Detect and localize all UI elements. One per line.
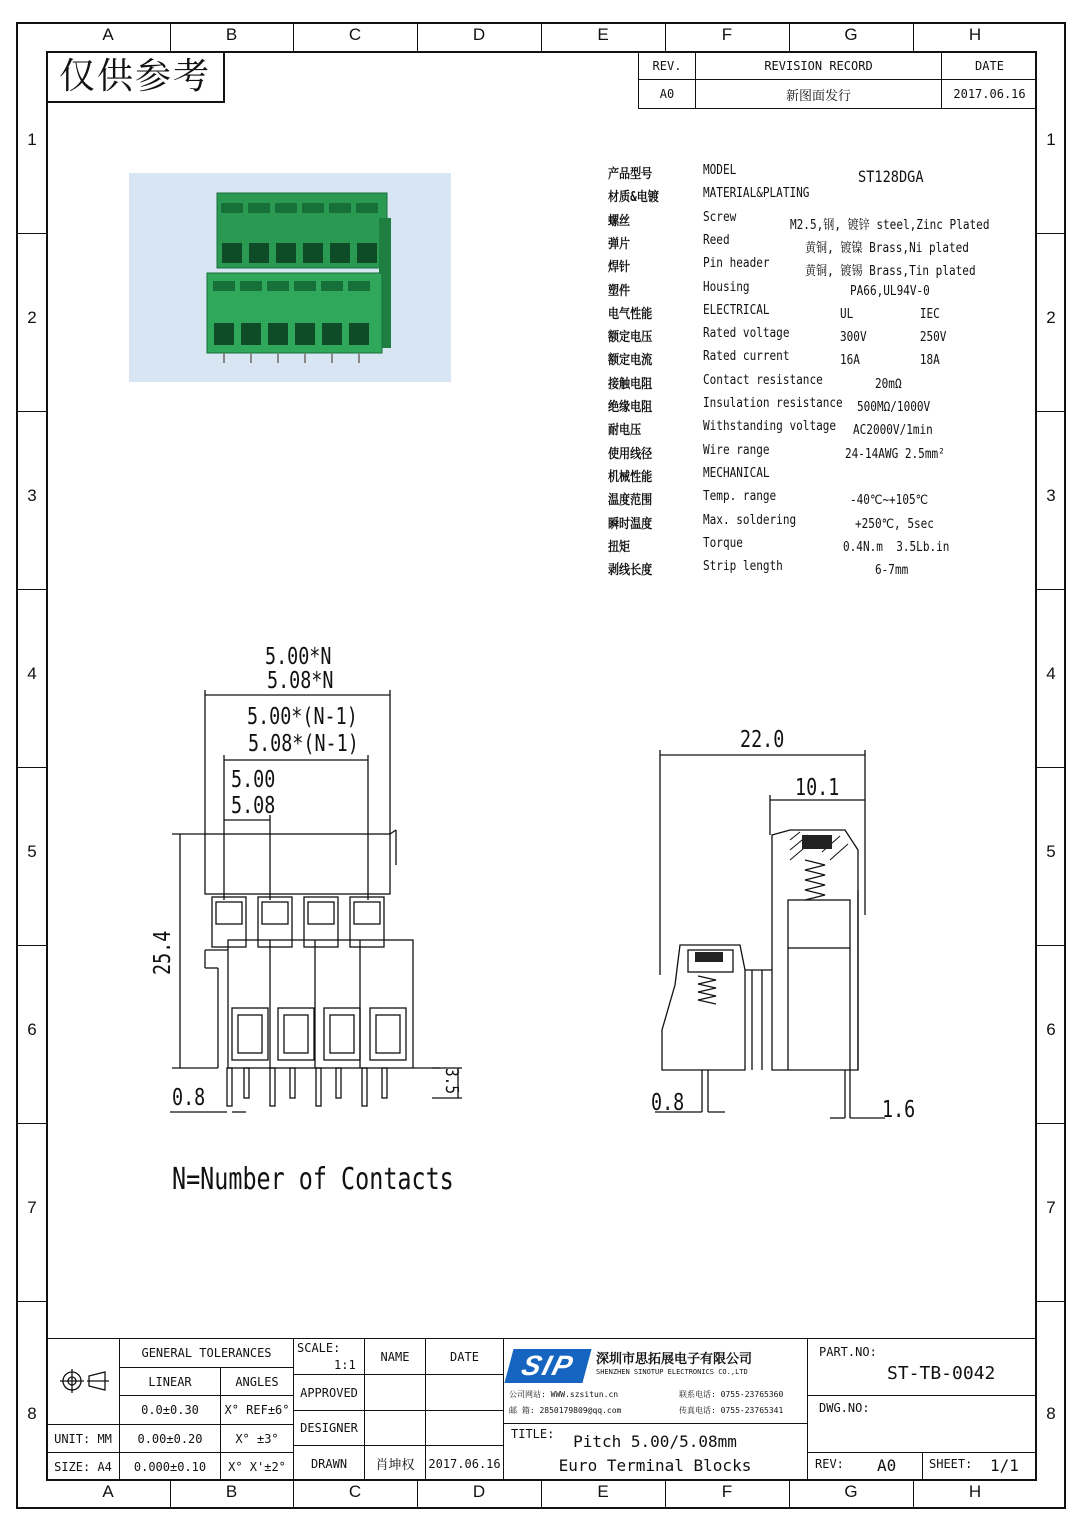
spec-label-cn: 额定电流 — [608, 353, 653, 368]
linear-tol-1: 0.0±0.30 — [141, 1403, 199, 1417]
row-label: 8 — [1046, 1404, 1056, 1423]
dim-pin-length: 3.5 — [441, 1068, 462, 1095]
spec-label-cn: 塑件 — [608, 284, 631, 299]
spec-label-cn: 耐电压 — [608, 423, 642, 438]
spec-label-en: MODEL — [703, 163, 737, 178]
spec-label-cn: 接触电阻 — [608, 377, 653, 392]
col-label: B — [225, 1482, 238, 1501]
rev-value: A0 — [659, 87, 675, 101]
spec-label-en: MECHANICAL — [703, 466, 770, 481]
dim-depth: 22.0 — [740, 727, 785, 753]
title-block — [47, 1338, 1036, 1481]
col-label: A — [102, 25, 114, 44]
date-header: DATE — [450, 1349, 479, 1364]
spec-value: -40℃~+105℃ — [850, 493, 929, 508]
scale-label: SCALE: — [297, 1341, 341, 1355]
row-label: 5 — [1046, 842, 1056, 861]
record-value: 新图面发行 — [785, 88, 851, 104]
spec-label-cn: 机械性能 — [608, 470, 653, 485]
row-label: 3 — [1046, 486, 1056, 505]
spec-label-cn: 电气性能 — [608, 307, 653, 322]
spec-label-en: Rated current — [703, 349, 790, 364]
row-label: 2 — [1046, 308, 1056, 327]
dim-upper: 10.1 — [795, 775, 840, 801]
dim-pitch-n-b: 5.08*N — [267, 668, 334, 694]
dim-pitch-a: 5.00 — [231, 767, 276, 793]
sheet-label: SHEET: — [929, 1457, 973, 1471]
company-logo-text: SIP — [518, 1350, 578, 1381]
rev-value: A0 — [877, 1456, 897, 1475]
dim-pitch-n1-a: 5.00*(N-1) — [247, 704, 358, 730]
spec-label-en: Housing — [703, 280, 750, 295]
dim-side-pin-width: 0.8 — [651, 1090, 685, 1116]
col-label: D — [472, 25, 486, 44]
company-logo — [504, 1349, 591, 1383]
spec-label-en: Contact resistance — [703, 373, 823, 388]
spec-value: AC2000V/1min — [853, 423, 933, 438]
spec-value: 黄铜, 镀锡 Brass,Tin plated — [805, 264, 976, 279]
spec-label-en: Wire range — [703, 443, 770, 458]
spec-label-cn: 螺丝 — [608, 214, 631, 229]
title-line-2: Euro Terminal Blocks — [558, 1455, 752, 1475]
row-label: 1 — [1046, 130, 1056, 149]
spec-label-en: Torque — [703, 536, 743, 551]
product-photo — [129, 173, 451, 382]
spec-label-cn: 温度范围 — [608, 493, 653, 508]
spec-label-cn: 产品型号 — [608, 167, 653, 182]
col-label: G — [844, 25, 858, 44]
title-label: TITLE: — [511, 1427, 555, 1441]
spec-label-en: Reed — [703, 233, 730, 248]
company-name-en: SHENZHEN SINOTUP ELECTRONICS CO.,LTD — [596, 1368, 748, 1376]
spec-label-cn: 弹片 — [608, 237, 631, 252]
spec-value: 黄铜, 镀镍 Brass,Ni plated — [805, 241, 969, 256]
reference-stamp: 仅供参考 — [47, 53, 225, 103]
col-label: E — [597, 25, 609, 44]
row-label: 7 — [27, 1198, 37, 1217]
record-header: REVISION RECORD — [764, 58, 873, 73]
approved-label: APPROVED — [300, 1385, 358, 1400]
row-label: 8 — [27, 1404, 37, 1423]
sheet-value: 1/1 — [990, 1456, 1019, 1475]
dwg-no-label: DWG.NO: — [819, 1401, 870, 1415]
contact-web: 公司网站: WWW.szsitun.cn — [509, 1390, 619, 1399]
contacts-note: N=Number of Contacts — [172, 1162, 454, 1197]
title-line-1: Pitch 5.00/5.08mm — [573, 1431, 737, 1451]
linear-header: LINEAR — [148, 1374, 192, 1389]
name-header: NAME — [380, 1349, 410, 1364]
spec-label-en: Temp. range — [703, 489, 777, 504]
spec-label-en: Insulation resistance — [703, 396, 843, 411]
angle-tol-3: X° X'±2° — [228, 1460, 286, 1474]
spec-label-cn: 使用线径 — [608, 447, 653, 462]
spec-value: 24-14AWG 2.5mm² — [845, 447, 945, 462]
col-label: H — [968, 1482, 982, 1501]
drawn-date: 2017.06.16 — [428, 1456, 501, 1471]
general-tolerances: GENERAL TOLERANCES — [141, 1346, 272, 1360]
spec-value: 300V 250V — [840, 330, 947, 345]
col-label: D — [472, 1482, 486, 1501]
row-label: 6 — [1046, 1020, 1056, 1039]
company-name-cn: 深圳市思拓展电子有限公司 — [596, 1352, 753, 1367]
scale-value: 1:1 — [334, 1358, 356, 1372]
spec-value: M2.5,钢, 镀锌 steel,Zinc Plated — [790, 218, 990, 233]
spec-label-en: Max. soldering — [703, 513, 797, 528]
row-label: 6 — [27, 1020, 37, 1039]
spec-label-en: Rated voltage — [703, 326, 790, 341]
spec-label-cn: 材质&电镀 — [608, 190, 659, 205]
col-label: G — [844, 1482, 858, 1501]
row-label: 5 — [27, 842, 37, 861]
spec-value: UL IEC — [840, 307, 940, 322]
angle-tol-2: X° ±3° — [235, 1431, 279, 1446]
row-label: 4 — [27, 664, 37, 683]
linear-tol-2: 0.00±0.20 — [137, 1431, 203, 1446]
row-label: 2 — [27, 308, 37, 327]
date-header: DATE — [975, 58, 1004, 73]
col-label: E — [597, 1482, 609, 1501]
col-label: A — [102, 1482, 114, 1501]
spec-label-cn: 焊针 — [608, 260, 631, 275]
spec-value: ST128DGA — [858, 167, 924, 186]
spec-label-cn: 瞬时温度 — [608, 517, 653, 532]
spec-label-en: MATERIAL&PLATING — [703, 186, 810, 201]
spec-label-en: Withstanding voltage — [703, 419, 837, 434]
rev-label: REV: — [815, 1457, 844, 1471]
date-value: 2017.06.16 — [953, 87, 1026, 101]
spec-value: 500MΩ/1000V — [857, 400, 931, 415]
size-label: SIZE: A4 — [54, 1460, 112, 1474]
drawn-name: 肖坤权 — [375, 1458, 415, 1473]
dim-pin-offset: 1.6 — [882, 1097, 916, 1123]
col-label: F — [721, 25, 733, 44]
spec-label-en: Screw — [703, 210, 737, 225]
part-no-value: ST-TB-0042 — [887, 1363, 996, 1384]
dim-pitch-n1-b: 5.08*(N-1) — [248, 731, 359, 757]
row-label: 4 — [1046, 664, 1056, 683]
spec-label-cn: 剥线长度 — [608, 563, 653, 578]
spec-label-en: Pin header — [703, 256, 770, 271]
spec-label-cn: 扭矩 — [608, 540, 631, 555]
dim-front-pin-width: 0.8 — [172, 1085, 206, 1111]
col-label: B — [225, 25, 238, 44]
col-label: C — [348, 25, 362, 44]
col-label: H — [968, 25, 982, 44]
side-view-drawing — [640, 740, 900, 1130]
dim-pitch-n-a: 5.00*N — [265, 644, 332, 670]
spec-label-en: Strip length — [703, 559, 783, 574]
spec-value: 16A 18A — [840, 353, 940, 368]
dim-height: 25.4 — [150, 930, 176, 975]
col-label: F — [721, 1482, 733, 1501]
contact-fax: 传真电话: 0755-23765341 — [679, 1406, 784, 1415]
spec-value: +250℃, 5sec — [855, 517, 934, 532]
contact-email: 邮 箱: 2850179809@qq.com — [509, 1406, 622, 1415]
designer-label: DESIGNER — [300, 1421, 358, 1435]
contact-tel: 联系电话: 0755-23765360 — [679, 1390, 784, 1399]
drawn-label: DRAWN — [310, 1456, 348, 1471]
unit-label: UNIT: MM — [54, 1431, 112, 1446]
row-label: 3 — [27, 486, 37, 505]
spec-label-cn: 额定电压 — [608, 330, 653, 345]
spec-value: 0.4N.m 3.5Lb.in — [843, 540, 950, 555]
projection-symbol-icon — [57, 1367, 112, 1397]
angle-tol-1: X° REF±6° — [224, 1403, 290, 1417]
row-label: 7 — [1046, 1198, 1056, 1217]
row-label: 1 — [27, 130, 37, 149]
linear-tol-3: 0.000±0.10 — [133, 1460, 207, 1474]
spec-value: 20mΩ — [875, 377, 902, 392]
dim-pitch-b: 5.08 — [231, 793, 276, 819]
rev-header: REV. — [652, 58, 682, 73]
spec-value: PA66,UL94V-0 — [850, 284, 930, 299]
spec-label-en: ELECTRICAL — [703, 303, 770, 318]
spec-value: 6-7mm — [875, 563, 909, 578]
part-no-label: PART.NO: — [819, 1345, 877, 1359]
spec-label-cn: 绝缘电阻 — [608, 400, 653, 415]
angles-header: ANGLES — [235, 1374, 279, 1389]
col-label: C — [348, 1482, 362, 1501]
revision-table — [638, 52, 1037, 109]
